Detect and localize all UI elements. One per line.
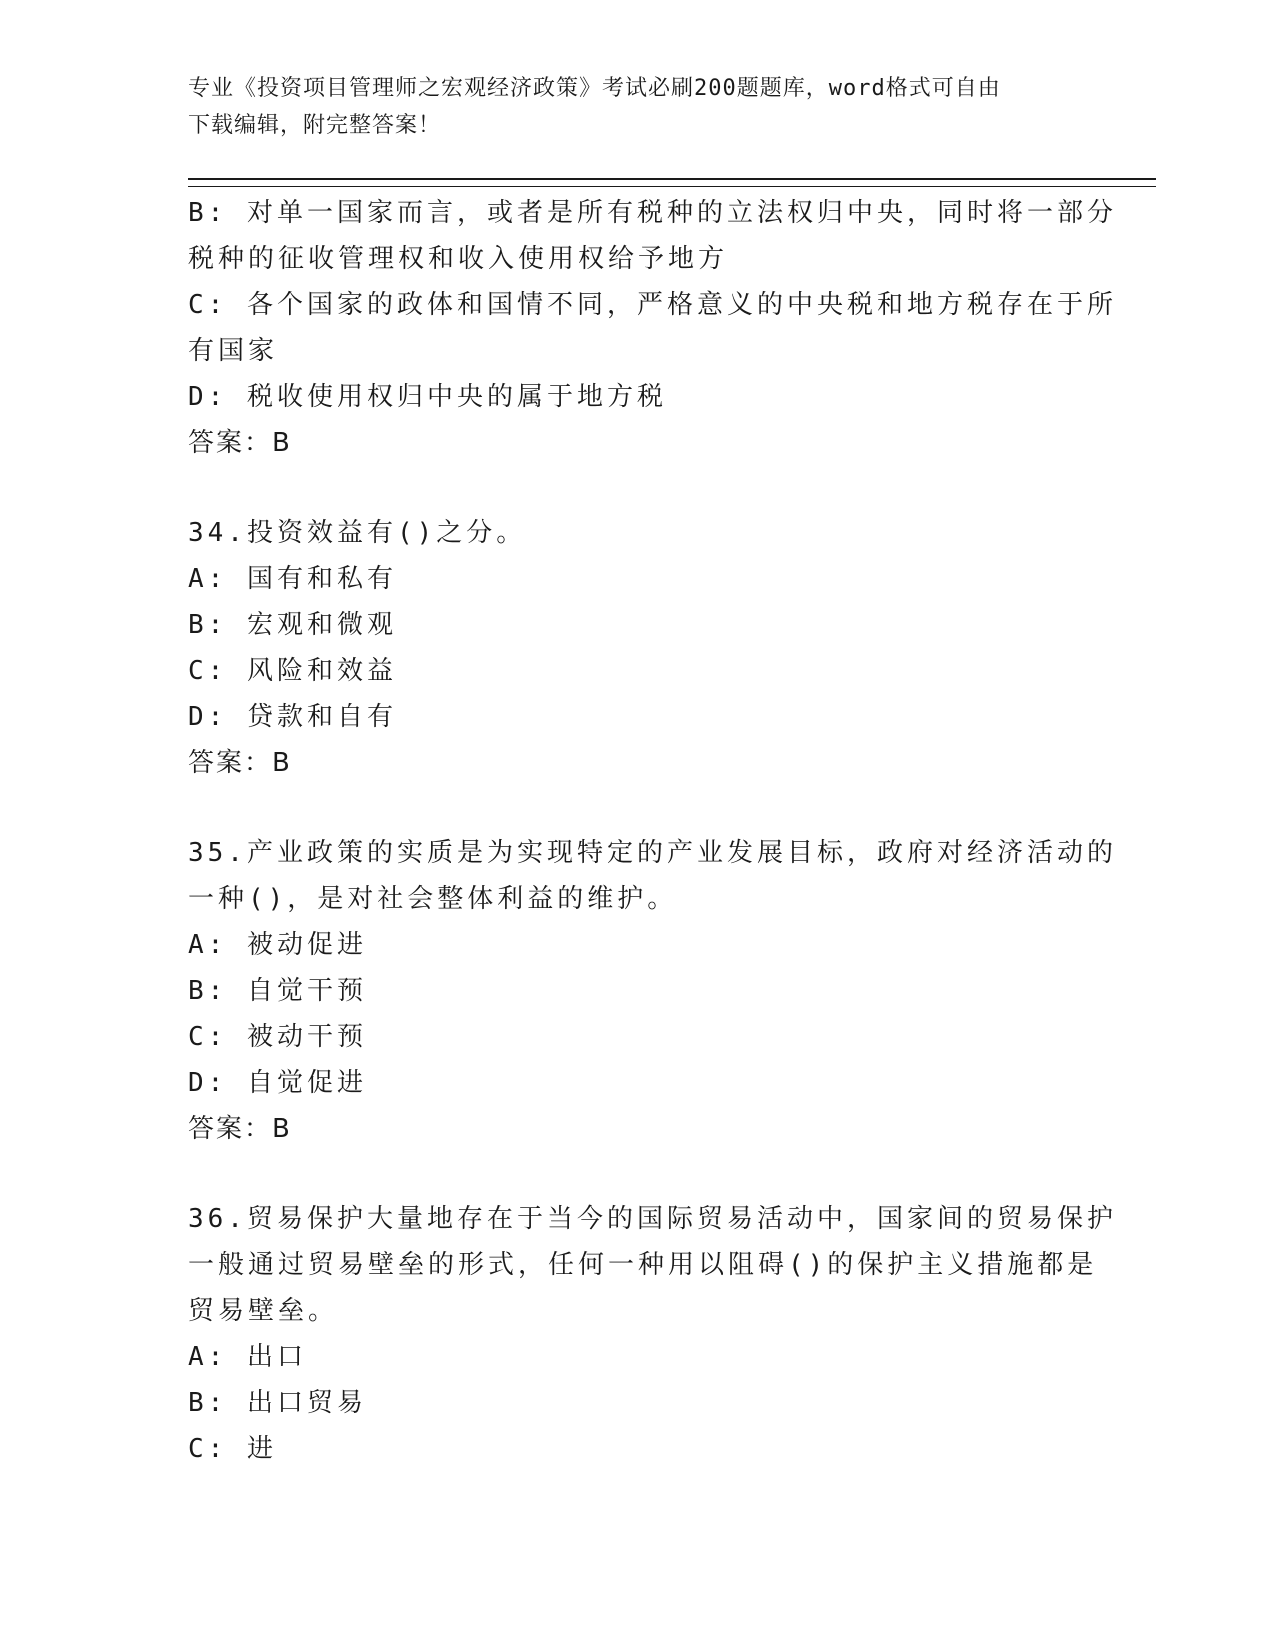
option-c: C: 进 <box>188 1434 277 1464</box>
option-d: D: 自觉促进 <box>188 1068 367 1098</box>
option-d: D: 贷款和自有 <box>188 702 397 732</box>
spacer <box>188 1152 1088 1196</box>
document-header <box>188 70 1078 144</box>
question-stem-continued: 贸易壁垒。 <box>188 1296 339 1326</box>
option-a: A: 出口 <box>188 1342 307 1372</box>
question-35 <box>188 830 1117 1152</box>
question-stem-continued: 一般通过贸易壁垒的形式，任何一种用以阻碍()的保护主义措施都是 <box>188 1250 1098 1280</box>
question-33 <box>188 190 1117 466</box>
option-b-continued: 税种的征收管理权和收入使用权给予地方 <box>188 244 729 274</box>
question-stem: 35.产业政策的实质是为实现特定的产业发展目标，政府对经济活动的 <box>188 838 1117 868</box>
question-stem: 36.贸易保护大量地存在于当今的国际贸易活动中，国家间的贸易保护 <box>188 1204 1117 1234</box>
option-c: C: 风险和效益 <box>188 656 397 686</box>
option-a: A: 被动促进 <box>188 930 367 960</box>
question-stem-continued: 一种()，是对社会整体利益的维护。 <box>188 884 678 914</box>
header-line-2: 下载编辑，附完整答案！ <box>188 113 442 138</box>
answer: 答案：B <box>188 748 292 778</box>
answer: 答案：B <box>188 1114 292 1144</box>
question-stem: 34.投资效益有()之分。 <box>188 518 527 548</box>
header-divider <box>188 178 1156 187</box>
answer: 答案：B <box>188 428 292 458</box>
option-c-continued: 有国家 <box>188 336 279 366</box>
option-c: C: 被动干预 <box>188 1022 367 1052</box>
question-34 <box>188 510 1088 786</box>
question-list <box>188 190 1117 1472</box>
option-b: B: 对单一国家而言，或者是所有税种的立法权归中央，同时将一部分 <box>188 198 1117 228</box>
option-b: B: 宏观和微观 <box>188 610 397 640</box>
spacer <box>188 466 1088 510</box>
spacer <box>188 786 1088 830</box>
option-c: C: 各个国家的政体和国情不同，严格意义的中央税和地方税存在于所 <box>188 290 1117 320</box>
option-b: B: 自觉干预 <box>188 976 367 1006</box>
option-b: B: 出口贸易 <box>188 1388 367 1418</box>
option-a: A: 国有和私有 <box>188 564 397 594</box>
header-line-1: 专业《投资项目管理师之宏观经济政策》考试必刷200题题库，word格式可自由 <box>188 76 1001 101</box>
option-d: D: 税收使用权归中央的属于地方税 <box>188 382 667 412</box>
question-36 <box>188 1196 1117 1472</box>
